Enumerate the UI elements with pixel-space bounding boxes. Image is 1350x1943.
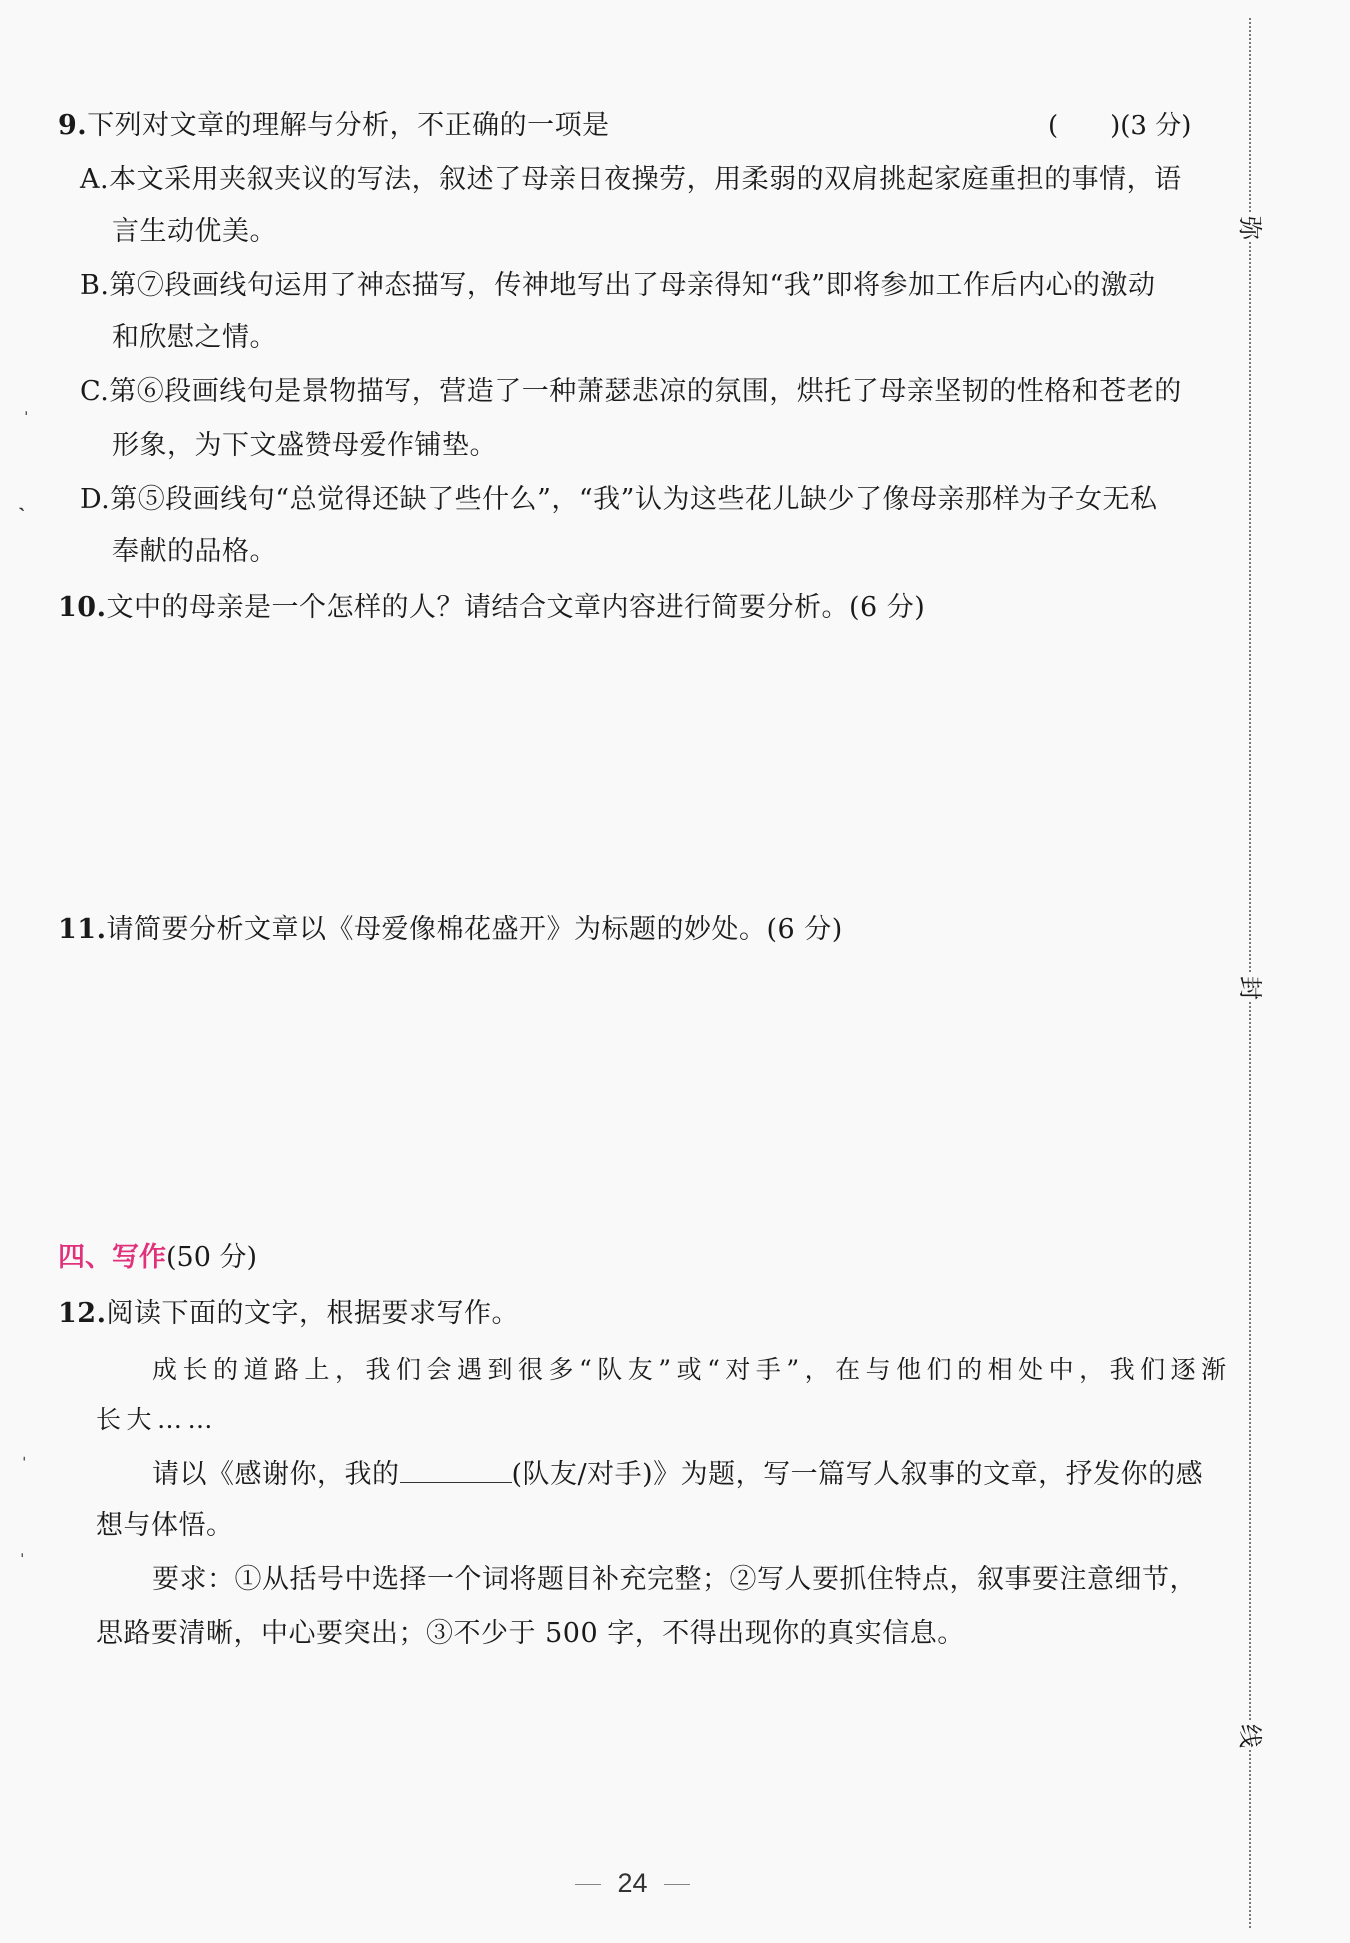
q10-number: 10. xyxy=(58,592,107,623)
scan-mark: ˌ xyxy=(20,1540,25,1559)
q9-stem-text: 下列对文章的理解与分析，不正确的一项是 xyxy=(87,110,610,141)
q9-option-c-line1: C.第⑥段画线句是景物描写，营造了一种萧瑟悲凉的氛围，烘托了母亲坚韧的性格和苍老的 xyxy=(80,376,1182,407)
section-4-score: (50 分) xyxy=(166,1242,258,1273)
q9-option-d-line1: D.第⑤段画线句“总觉得还缺了些什么”，“我”认为这些花儿缺少了像母亲那样为子女无私 xyxy=(80,484,1158,515)
q9-option-c-line2: 形象，为下文盛赞母爱作铺垫。 xyxy=(112,430,497,461)
q10-answer-area[interactable] xyxy=(58,636,1218,906)
binding-dotted-line xyxy=(1249,18,1251,1928)
q12-requirements-line1: 要求：①从括号中选择一个词将题目补充完整；②写人要抓住特点，叙事要注意细节， xyxy=(152,1564,1197,1595)
scan-mark: ˌ xyxy=(24,398,29,417)
q12-prompt-after: (队友/对手)》为题，写一篇写人叙事的文章，抒发你的感 xyxy=(511,1459,1204,1490)
section-4-title: 四、写作 xyxy=(58,1242,166,1273)
q10-text: 文中的母亲是一个怎样的人？请结合文章内容进行简要分析。(6 分) xyxy=(106,592,926,623)
q9-option-b-line2: 和欣慰之情。 xyxy=(112,322,277,353)
q12-number: 12. xyxy=(58,1298,107,1329)
page-number-footer xyxy=(0,1868,1265,1899)
q12-text: 阅读下面的文字，根据要求写作。 xyxy=(106,1298,519,1329)
scan-mark: ˈ xyxy=(22,1454,27,1473)
binding-label-xian: 线 xyxy=(1236,1724,1264,1748)
q9-option-a-line2: 言生动优美。 xyxy=(112,216,277,247)
scan-mark: ˎ xyxy=(18,486,26,512)
q9-number: 9. xyxy=(58,110,88,141)
binding-label-feng: 封 xyxy=(1236,976,1264,1000)
q10 xyxy=(58,590,925,626)
q9-option-a-line1: A.本文采用夹叙夹议的写法，叙述了母亲日夜操劳，用柔弱的双肩挑起家庭重担的事情，语 xyxy=(80,164,1182,195)
q9-option-b-line1: B.第⑦段画线句运用了神态描写，传神地写出了母亲得知“我”即将参加工作后内心的激动 xyxy=(80,270,1156,301)
q12-requirements-line2: 思路要清晰，中心要突出；③不少于 500 字，不得出现你的真实信息。 xyxy=(96,1618,965,1649)
q12-material-line2: 长大…… xyxy=(96,1405,219,1434)
section-4-heading xyxy=(58,1240,257,1276)
footer-dash-left xyxy=(575,1884,601,1885)
q11-text: 请简要分析文章以《母爱像棉花盛开》为标题的妙处。(6 分) xyxy=(106,914,843,945)
q9-option-d-line2: 奉献的品格。 xyxy=(112,536,277,567)
q12 xyxy=(58,1296,519,1332)
page-number: 24 xyxy=(617,1868,648,1898)
q11-answer-area[interactable] xyxy=(58,958,1218,1228)
q11 xyxy=(58,912,843,948)
q12-prompt-line2: 想与体悟。 xyxy=(96,1510,234,1541)
q12-prompt-before: 请以《感谢你，我的 xyxy=(152,1459,400,1490)
footer-dash-right xyxy=(664,1884,690,1885)
q12-title-blank[interactable] xyxy=(400,1456,512,1483)
q12-prompt-line1 xyxy=(152,1456,1203,1493)
q11-number: 11. xyxy=(58,914,107,945)
q9-stem xyxy=(58,108,610,144)
q9-score-bracket: ( )(3 分) xyxy=(1048,111,1192,141)
q12-material-line1: 成长的道路上，我们会遇到很多“队友”或“对手”，在与他们的相处中，我们逐渐 xyxy=(152,1355,1232,1384)
binding-label-mi: 弥 xyxy=(1236,216,1264,240)
